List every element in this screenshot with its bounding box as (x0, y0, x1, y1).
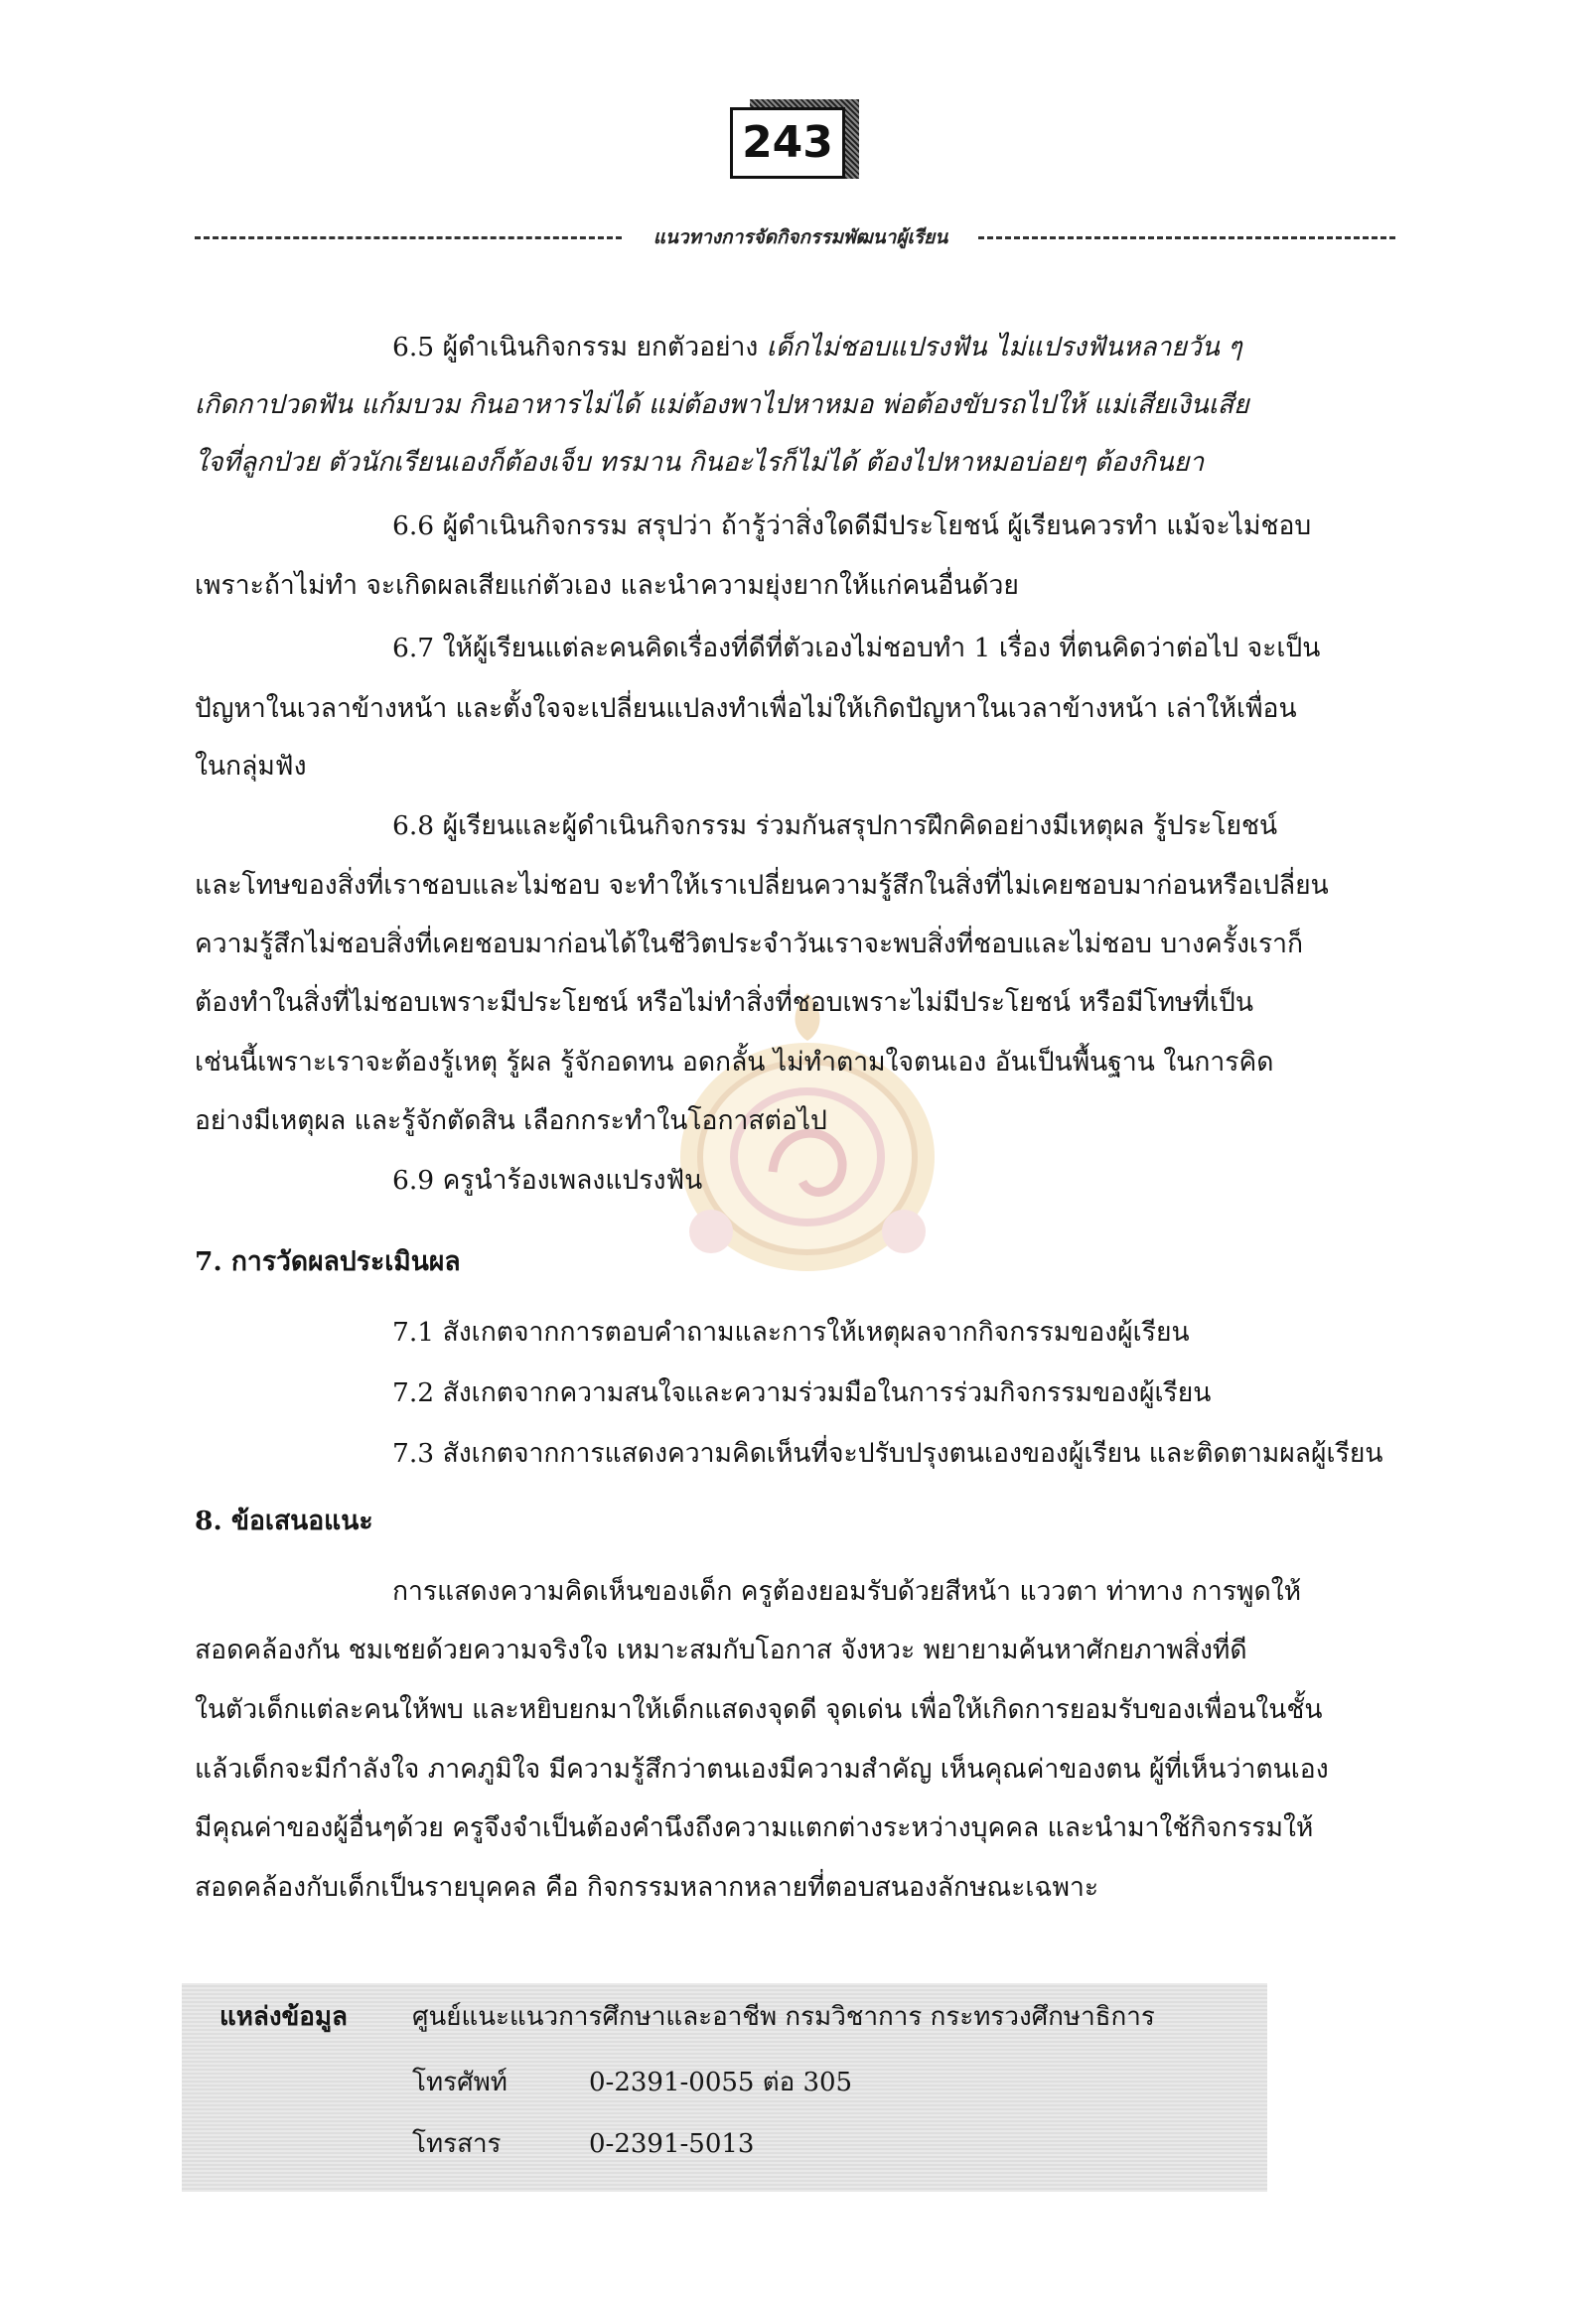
source-label: แหล่งข้อมูล (219, 2002, 348, 2032)
fax-label: โทรสาร (412, 2129, 502, 2159)
section-7-heading: 7. การวัดผลประเมินผล (195, 1246, 461, 1277)
item-6-6-line-2: เพราะถ้าไม่ทำ จะเกิดผลเสียแก่ตัวเอง และนำความยุ่งยากให้แก่คนอื่นด้วย (195, 570, 1019, 601)
item-6-5-line-1 (392, 331, 1242, 364)
contact-box (182, 1983, 1267, 2192)
header-rule-left (195, 236, 622, 239)
running-head: แนวทางการจัดกิจกรรมพัฒนาผู้เรียน (653, 226, 948, 248)
item-6-8-line-2: และโทษของสิ่งที่เราชอบและไม่ชอบ จะทำให้เราเปลี่ยนความรู้สึกในสิ่งที่ไม่เคยชอบมาก่อนหรือเปลี่ยน (195, 870, 1329, 901)
phone-label: โทรศัพท์ (412, 2068, 508, 2097)
section-8-line-5: มีคุณค่าของผู้อื่นๆด้วย ครูจึงจำเป็นต้องคำนึงถึงความแตกต่างระหว่างบุคคล และนำมาใช้กิจกรรมให้ (195, 1812, 1314, 1843)
section-8-line-3: ในตัวเด็กแต่ละคนให้พบ และหยิบยกมาให้เด็กแสดงจุดดี จุดเด่น เพื่อให้เกิดการยอมรับของเพื่อนในชั้น (195, 1694, 1323, 1725)
item-6-8-line-6: อย่างมีเหตุผล และรู้จักตัดสิน เลือกกระทำในโอกาสต่อไป (195, 1105, 827, 1136)
item-6-8-line-4: ต้องทำในสิ่งที่ไม่ชอบเพราะมีประโยชน์ หรือไม่ทำสิ่งที่ชอบเพราะไม่มีประโยชน์ หรือมีโทษที่เป็น (195, 987, 1253, 1018)
page-number: 243 (730, 107, 845, 179)
item-6-7-line-1: 6.7 ให้ผู้เรียนแต่ละคนคิดเรื่องที่ดีที่ตัวเองไม่ชอบทำ 1 เรื่อง ที่ตนคิดว่าต่อไป จะเป็น (392, 633, 1321, 663)
fax-value: 0-2391-5013 (589, 2129, 755, 2159)
section-7-item-2: 7.2 สังเกตจากความสนใจและความร่วมมือในการร่วมกิจกรรมของผู้เรียน (392, 1377, 1212, 1408)
item-6-7-line-2: ปัญหาในเวลาข้างหน้า และตั้งใจจะเปลี่ยนแปลงทำเพื่อไม่ให้เกิดปัญหาในเวลาข้างหน้า เล่าให้เพื่อน (195, 693, 1297, 724)
section-7-item-1: 7.1 สังเกตจากการตอบคำถามและการให้เหตุผลจากกิจกรรมของผู้เรียน (392, 1317, 1190, 1348)
item-6-5-lead: 6.5 ผู้ดำเนินกิจกรรม ยกตัวอย่าง (392, 332, 767, 362)
item-6-8-line-1: 6.8 ผู้เรียนและผู้ดำเนินกิจกรรม ร่วมกันสรุปการฝึกคิดอย่างมีเหตุผล รู้ประโยชน์ (392, 810, 1278, 841)
source-value: ศูนย์แนะแนวการศึกษาและอาชีพ กรมวิชาการ กระทรวงศึกษาธิการ (412, 2002, 1155, 2032)
section-8-line-6: สอดคล้องกับเด็กเป็นรายบุคคล คือ กิจกรรมหลากหลายที่ตอบสนองลักษณะเฉพาะ (195, 1872, 1099, 1903)
item-6-9: 6.9 ครูนำร้องเพลงแปรงฟัน (392, 1165, 703, 1196)
phone-value: 0-2391-0055 ต่อ 305 (589, 2068, 853, 2097)
page-number-box (730, 107, 851, 189)
header-rule-right (978, 236, 1395, 239)
item-6-5-example: เด็กไม่ชอบแปรงฟัน ไม่แปรงฟันหลายวัน ๆ (766, 332, 1242, 362)
item-6-5-line-3: ใจที่ลูกป่วย ตัวนักเรียนเองก็ต้องเจ็บ ทรมาน กินอะไรก็ไม่ได้ ต้องไปหาหมอบ่อยๆ ต้องกินยา (195, 447, 1205, 478)
item-6-7-line-3: ในกลุ่มฟัง (195, 751, 307, 782)
section-8-line-2: สอดคล้องกัน ชมเชยด้วยความจริงใจ เหมาะสมกับโอกาส จังหวะ พยายามค้นหาศักยภาพสิ่งที่ดี (195, 1635, 1247, 1665)
item-6-6-line-1: 6.6 ผู้ดำเนินกิจกรรม สรุปว่า ถ้ารู้ว่าสิ่งใดดีมีประโยชน์ ผู้เรียนควรทำ แม้จะไม่ชอบ (392, 510, 1312, 541)
item-6-5-line-2: เกิดกาปวดฟัน แก้มบวม กินอาหารไม่ได้ แม่ต้องพาไปหาหมอ พ่อต้องขับรถไปให้ แม่เสียเงินเสีย (195, 389, 1249, 420)
section-7-item-3: 7.3 สังเกตจากการแสดงความคิดเห็นที่จะปรับปรุงตนเองของผู้เรียน และติดตามผลผู้เรียน (392, 1438, 1383, 1469)
item-6-8-line-3: ความรู้สึกไม่ชอบสิ่งที่เคยชอบมาก่อนได้ในชีวิตประจำวันเราจะพบสิ่งที่ชอบและไม่ชอบ บางครั้งเราก็ (195, 929, 1304, 959)
section-8-line-1: การแสดงความคิดเห็นของเด็ก ครูต้องยอมรับด้วยสีหน้า แววตา ท่าทาง การพูดให้ (392, 1576, 1302, 1607)
section-8-line-4: แล้วเด็กจะมีกำลังใจ ภาคภูมิใจ มีความรู้สึกว่าตนเองมีความสำคัญ เห็นคุณค่าของตน ผู้ที่เห็นว่าตนเอง (195, 1754, 1329, 1785)
section-8-heading: 8. ข้อเสนอแนะ (195, 1506, 373, 1536)
item-6-8-line-5: เช่นนี้เพราะเราจะต้องรู้เหตุ รู้ผล รู้จักอดทน อดกลั้น ไม่ทำตามใจตนเอง อันเป็นพื้นฐาน ในการคิด (195, 1047, 1274, 1078)
